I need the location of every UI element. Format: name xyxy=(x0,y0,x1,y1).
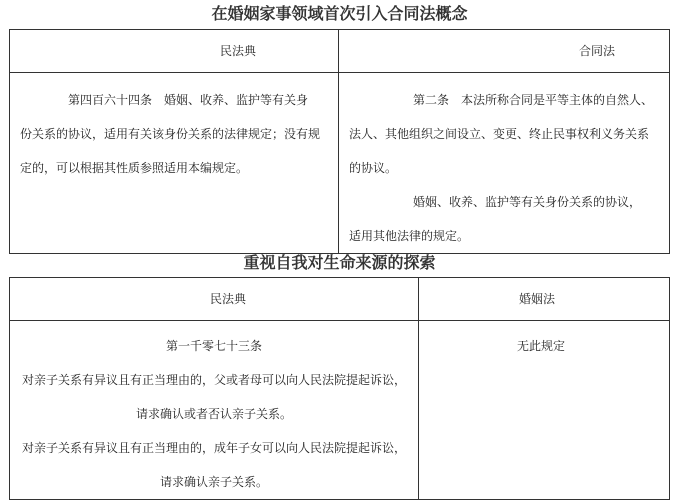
article-text-line: 婚姻、收养、监护等有关身份关系的协议， xyxy=(413,195,642,209)
article-text-line: 适用其他法律的规定。 xyxy=(349,229,470,243)
article-text-line: 对亲子关系有异议且有正当理由的，父或者母可以向人民法院提起诉讼， xyxy=(21,373,406,387)
article-text-line: 份关系的协议，适用有关该身份关系的法律规定；没有规 xyxy=(20,127,321,141)
table-header-row xyxy=(10,30,670,73)
section-title-contract-law: 在婚姻家事领域首次引入合同法概念 xyxy=(211,4,468,23)
table-header-row xyxy=(10,278,670,321)
article-text-line: 第四百六十四条 婚姻、收养、监护等有关身 xyxy=(68,93,309,107)
column-header-civil-code xyxy=(10,278,419,321)
column-header-civil-code xyxy=(10,30,339,73)
table-row xyxy=(10,321,670,500)
column-header-label: 民法典 xyxy=(220,44,257,58)
column-header-label: 民法典 xyxy=(210,292,247,306)
article-text-line: 无此规定 xyxy=(517,339,566,353)
marriage-law-no-provision xyxy=(419,321,670,500)
article-text-line: 的协议。 xyxy=(349,161,398,175)
column-header-marriage-law xyxy=(419,278,670,321)
article-text-line: 第一千零七十三条 xyxy=(165,339,262,353)
table-row xyxy=(10,73,670,254)
article-text-line: 请求确认亲子关系。 xyxy=(159,475,268,489)
column-header-contract-law xyxy=(339,30,670,73)
section-title-parentage: 重视自我对生命来源的探索 xyxy=(243,253,436,272)
comparison-table-parentage xyxy=(9,277,670,500)
civil-code-article-464 xyxy=(10,73,339,254)
article-text-line: 法人、其他组织之间设立、变更、终止民事权利义务关系 xyxy=(349,127,650,141)
article-text-line: 对亲子关系有异议且有正当理由的，成年子女可以向人民法院提起诉讼， xyxy=(21,441,406,455)
contract-law-article-2 xyxy=(339,73,670,254)
article-text-line: 定的，可以根据其性质参照适用本编规定。 xyxy=(20,161,249,175)
article-text-line: 第二条 本法所称合同是平等主体的自然人、 xyxy=(413,93,654,107)
column-header-label: 婚姻法 xyxy=(519,292,556,306)
civil-code-article-1073 xyxy=(10,321,419,500)
article-text-line: 请求确认或者否认亲子关系。 xyxy=(135,407,292,421)
column-header-label: 合同法 xyxy=(579,44,616,58)
comparison-table-contract xyxy=(9,29,670,254)
